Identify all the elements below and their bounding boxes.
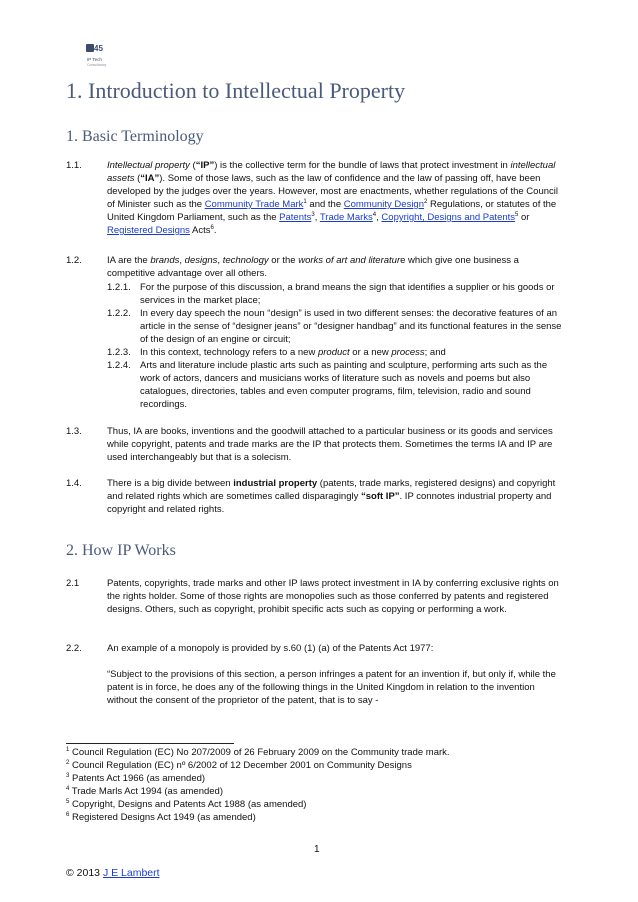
text: IA are the: [107, 255, 151, 266]
term-designs: designs: [184, 255, 218, 266]
footnote-number: 3: [66, 772, 70, 779]
subparagraph-1-2-2: [107, 307, 562, 346]
subparagraph-text: [140, 346, 562, 359]
paragraph-2-1: [66, 577, 562, 616]
footnote-number: 5: [66, 798, 70, 805]
subparagraph-number: 1.2.3.: [107, 347, 131, 358]
footnote-text: Council Regulation (EC) nº 6/2002 of 12 December 2001 on Community Designs: [69, 760, 412, 771]
term-ip: “IP”: [195, 160, 215, 171]
text: ,: [179, 255, 185, 266]
text: (: [134, 173, 141, 184]
subparagraph-1-2-4: [107, 359, 562, 411]
subparagraph-text: Arts and literature include plastic arts such as painting and sculpture, performing arts such as the work of actors, dancers and musicians works of literature such as novels and poems but also catalogues, directories, tables and even computer programs, film, television, radio and sound recordings.: [140, 360, 548, 410]
paragraph-text: [107, 159, 562, 237]
paragraph-number: 1.2.: [66, 255, 82, 266]
term-technology: technology: [222, 255, 269, 266]
paragraph-number: 2.1: [66, 578, 80, 589]
link-trade-marks[interactable]: Trade Marks: [319, 212, 373, 223]
paragraph-number: 1.3.: [66, 426, 82, 437]
footnote-text: Copyright, Designs and Patents Act 1988 (as amended): [69, 799, 307, 810]
term-brands: brands: [150, 255, 180, 266]
text: There is a big divide between: [107, 478, 234, 489]
paragraph-text: [107, 477, 562, 516]
paragraph-1-4: [66, 477, 562, 516]
footnote-3: [66, 773, 566, 785]
link-community-trade-mark[interactable]: Community Trade Mark: [204, 199, 304, 210]
footnote-text: Council Regulation (EC) No 207/2009 of 26 February 2009 on the Community trade mark.: [69, 747, 450, 758]
footnote-ref: 1: [303, 198, 307, 205]
text: ,: [376, 212, 382, 223]
section-heading-how-ip-works: 2. How IP Works: [66, 542, 176, 559]
term-industrial-property: industrial property: [233, 478, 318, 489]
footnote-6: [66, 812, 566, 824]
logo-line1: IP Tech: [87, 57, 102, 62]
text: ). Some of those laws, such as the law of confidence and the law of passing off, have been developed by the judges over the years. However, most are enactments, whether regulations of the Council of Minister such as the: [107, 173, 558, 210]
footnote-number: 1: [66, 746, 70, 753]
logo-number: 45: [94, 44, 103, 53]
term-ia: “IA”: [140, 173, 160, 184]
text: or: [518, 212, 530, 223]
paragraph-1-1: [66, 159, 562, 237]
term-intellectual-property: Intellectual property: [107, 160, 190, 171]
footnote-number: 6: [66, 811, 70, 818]
link-copyright-designs-patents[interactable]: Copyright, Designs and Patents: [381, 212, 516, 223]
author-link[interactable]: J E Lambert: [102, 867, 160, 879]
ip-tech-logo: [86, 44, 108, 68]
section-heading-basic-terminology: 1. Basic Terminology: [66, 128, 204, 145]
paragraph-number: 2.2.: [66, 643, 82, 654]
copyright-text: © 2013: [66, 867, 103, 879]
footnote-4: [66, 786, 566, 798]
footnote-text: Trade Marls Act 1994 (as amended): [69, 786, 224, 797]
text: Acts: [189, 225, 211, 236]
subparagraph-text: For the purpose of this discussion, a brand means the sign that identifies a supplier or his goods or services in the market place;: [140, 282, 555, 306]
footnote-text: Patents Act 1966 (as amended): [69, 773, 206, 784]
text: ; and: [424, 347, 446, 358]
term-soft-ip: “soft IP”: [361, 491, 400, 502]
paragraph-text: An example of a monopoly is provided by s.60 (1) (a) of the Patents Act 1977:: [107, 643, 434, 654]
paragraph-text: Patents, copyrights, trade marks and other IP laws protect investment in IA by conferring exclusive rights on the rights holder. Some of those rights are monopolies such as those conferred by patents and registered designs. Others, such as copyright, prohibit specific acts such as copying or performing a work.: [107, 578, 559, 615]
logo-square-icon: [86, 44, 94, 52]
text: . IP connotes industrial property and copyright and related rights.: [107, 491, 552, 515]
footnote-number: 2: [66, 759, 70, 766]
link-community-design[interactable]: Community Design: [343, 199, 424, 210]
term-intellectual-assets: intellectual assets: [107, 160, 556, 184]
paragraph-number: 1.1.: [66, 160, 82, 171]
term-process: process: [391, 347, 425, 358]
term-works-of-art: works of art and literatur: [298, 255, 401, 266]
footnote-ref: 3: [311, 211, 315, 218]
footer-copyright: [66, 867, 160, 880]
footnote-ref: 4: [372, 211, 377, 218]
text: (patents, trade marks, registered designs) and copyright and related rights which are sometimes called disparagingly: [107, 478, 556, 502]
statute-quote: “Subject to the provisions of this section, a person infringes a patent for an invention if, but only if, while the patent is in force, he does any of the following things in the United Kingdom in relation to the invention without the consent of the proprietor of the patent, that is to say -: [107, 669, 556, 706]
paragraph-1-3: [66, 425, 562, 464]
text: or the: [268, 255, 299, 266]
text: ,: [314, 212, 320, 223]
paragraph-number: 1.4.: [66, 478, 82, 489]
footnote-separator: [66, 743, 234, 744]
text: ) is the collective term for the bundle of laws that protect investment in: [214, 160, 511, 171]
footnote-ref: 2: [424, 198, 428, 205]
subparagraph-number: 1.2.2.: [107, 308, 131, 319]
text: or a new: [349, 347, 392, 358]
text: Regulations, or statutes of the United Kingdom Parliament, such as the: [107, 199, 557, 223]
subparagraph-1-2-1: [107, 281, 562, 307]
text: ,: [217, 255, 223, 266]
logo-line2: Consultancy: [87, 63, 107, 67]
footnote-number: 4: [66, 785, 70, 792]
footnote-ref: 5: [515, 211, 519, 218]
text: e which give one business a competitive advantage over all others.: [107, 255, 519, 279]
footnote-2: [66, 760, 566, 772]
link-registered-designs[interactable]: Registered Designs: [107, 225, 190, 236]
page-number: 1: [314, 844, 320, 855]
text: In this context, technology refers to a new: [140, 347, 318, 358]
subparagraph-1-2-3: [107, 346, 562, 359]
subparagraph-number: 1.2.4.: [107, 360, 131, 371]
text: and the: [306, 199, 344, 210]
subparagraph-number: 1.2.1.: [107, 282, 131, 293]
paragraph-text: Thus, IA are books, inventions and the goodwill attached to a particular business or its goods and services while copyright, patents and trade marks are the IP that protects them. Sometimes the terms IA and IP are used interchangeably but that is a solecism.: [107, 426, 553, 463]
paragraph-text: [107, 254, 562, 280]
text: (: [189, 160, 196, 171]
paragraph-1-2: [66, 254, 562, 280]
footnote-5: [66, 799, 566, 811]
term-product: product: [317, 347, 350, 358]
footnote-ref: 6: [210, 224, 214, 231]
link-patents[interactable]: Patents: [279, 212, 312, 223]
footnote-text: Registered Designs Act 1949 (as amended): [69, 812, 256, 823]
footnote-1: [66, 747, 566, 759]
page-title: 1. Introduction to Intellectual Property: [66, 78, 406, 103]
paragraph-2-2: [66, 642, 562, 655]
text: .: [213, 225, 217, 236]
subparagraph-text: In every day speech the noun “design” is used in two different senses: the decorative features of an article in the sense of “designer jeans” or “designer handbag” and its functional features in the sense of the design of an engine or circuit;: [140, 308, 562, 345]
